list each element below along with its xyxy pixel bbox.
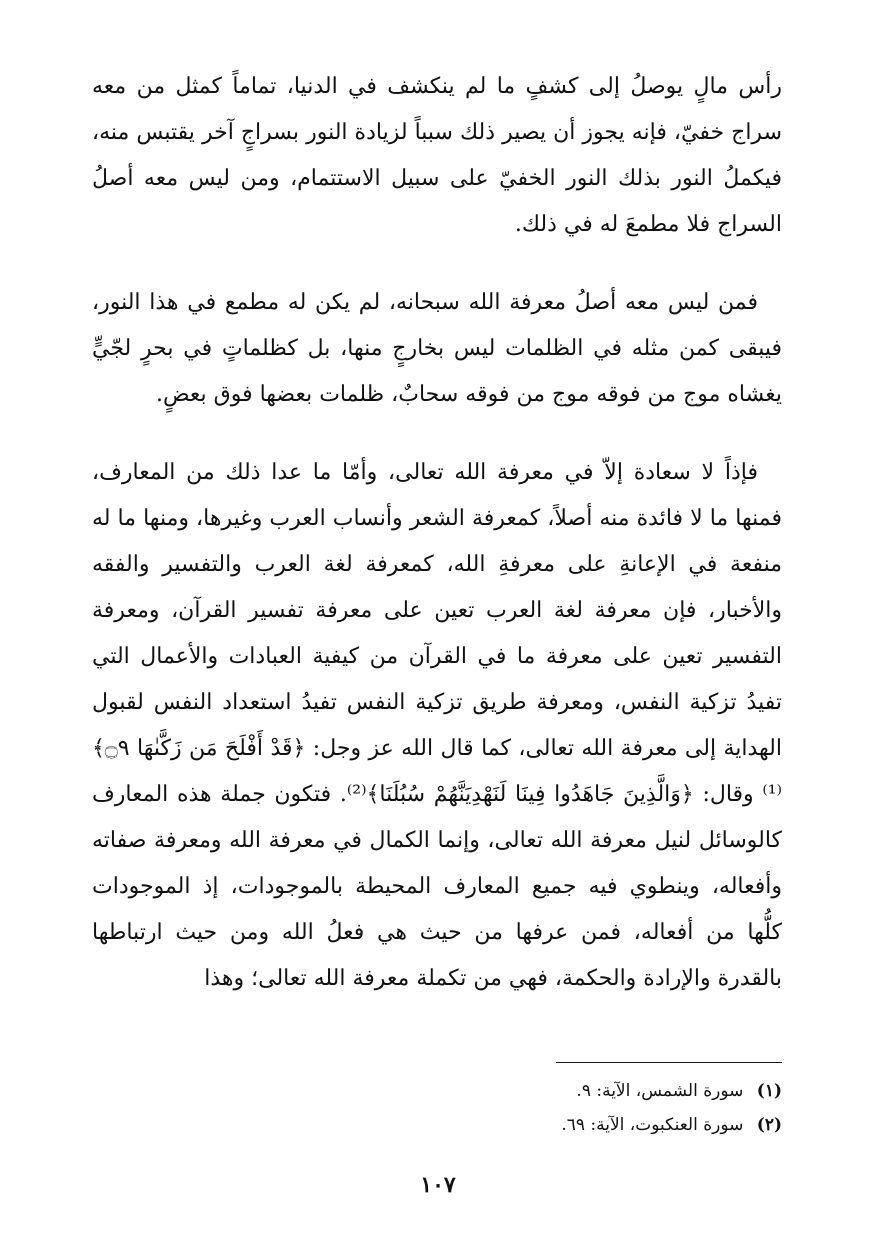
- footnote-1: [382, 1074, 782, 1108]
- footnote-divider: [556, 1062, 782, 1063]
- footnote-1-text: سورة الشمس، الآية: ٩.: [576, 1081, 744, 1101]
- footnote-2-text: سورة العنكبوت، الآية: ٦٩.: [561, 1115, 744, 1135]
- paragraph-2: فمن ليس معه أصلُ معرفة الله سبحانه، لم يكن له مطمع في هذا النور، فيبقى كمن مثله في الظلمات ليس بخارجٍ منها، بل كظلماتٍ في بحرٍ لجّيٍّ يغشاه موج من فوقه موج من فوقه سحابٌ، ظلمات بعضها فوق بعضٍ.: [92, 290, 782, 407]
- page-number: ١٠٧: [420, 1172, 456, 1198]
- footnote-2-mark: (٢): [756, 1115, 782, 1135]
- footnote-1-mark: (١): [756, 1081, 782, 1101]
- footnote-2: [382, 1108, 782, 1142]
- main-text: [92, 64, 782, 1002]
- paragraph-1: رأس مالٍ يوصلُ إلى كشفٍ ما لم ينكشف في الدنيا، تماماً كمثل من معه سراج خفيّ، فإنه يجوز أن يصير ذلك سبباً لزيادة النور بسراجٍ آخر يقتبس منه، فيكملُ النور بذلك النور الخفيّ على سبيل الاستتمام، ومن ليس معه أصلُ السراج فلا مطمعَ له في ذلك.: [92, 74, 782, 237]
- footnotes: [382, 1074, 782, 1142]
- paragraph-3: فإذاً لا سعادة إلاّ في معرفة الله تعالى، وأمّا ما عدا ذلك من المعارف، فمنها ما لا فائدة منه أصلاً، كمعرفة الشعر وأنساب العرب وغيرها، ومنها ما له منفعة في الإعانةِ على معرفةِ الله، كمعرفة لغة العرب والتفسير والفقه والأخبار، فإن معرفة لغة العرب تعين على معرفة تفسير القرآن، ومعرفة التفسير تعين على معرفة ما في القرآن من كيفية العبادات والأعمال التي تفيدُ تزكية النفس، ومعرفة طريق تزكية النفس تفيدُ استعداد النفس لقبول الهداية إلى معرفة الله تعالى، كما قال الله عز وجل: ﴿قَدْ أَفْلَحَ مَن زَكَّىٰهَا ۝٩﴾⁽¹⁾ وقال: ﴿وَالَّذِينَ جَاهَدُوا فِينَا لَنَهْدِيَنَّهُمْ سُبُلَنَا﴾⁽²⁾. فتكون جملة هذه المعارف كالوسائل لنيل معرفة الله تعالى، وإنما الكمال في معرفة الله ومعرفة صفاته وأفعاله، وينطوي فيه جميع المعارف المحيطة بالموجودات، إذ الموجودات كلُّها من أفعاله، فمن عرفها من حيث هي فعلُ الله ومن حيث ارتباطها بالقدرة والإرادة والحكمة، فهي من تكملة معرفة الله تعالى؛ وهذا: [92, 460, 783, 991]
